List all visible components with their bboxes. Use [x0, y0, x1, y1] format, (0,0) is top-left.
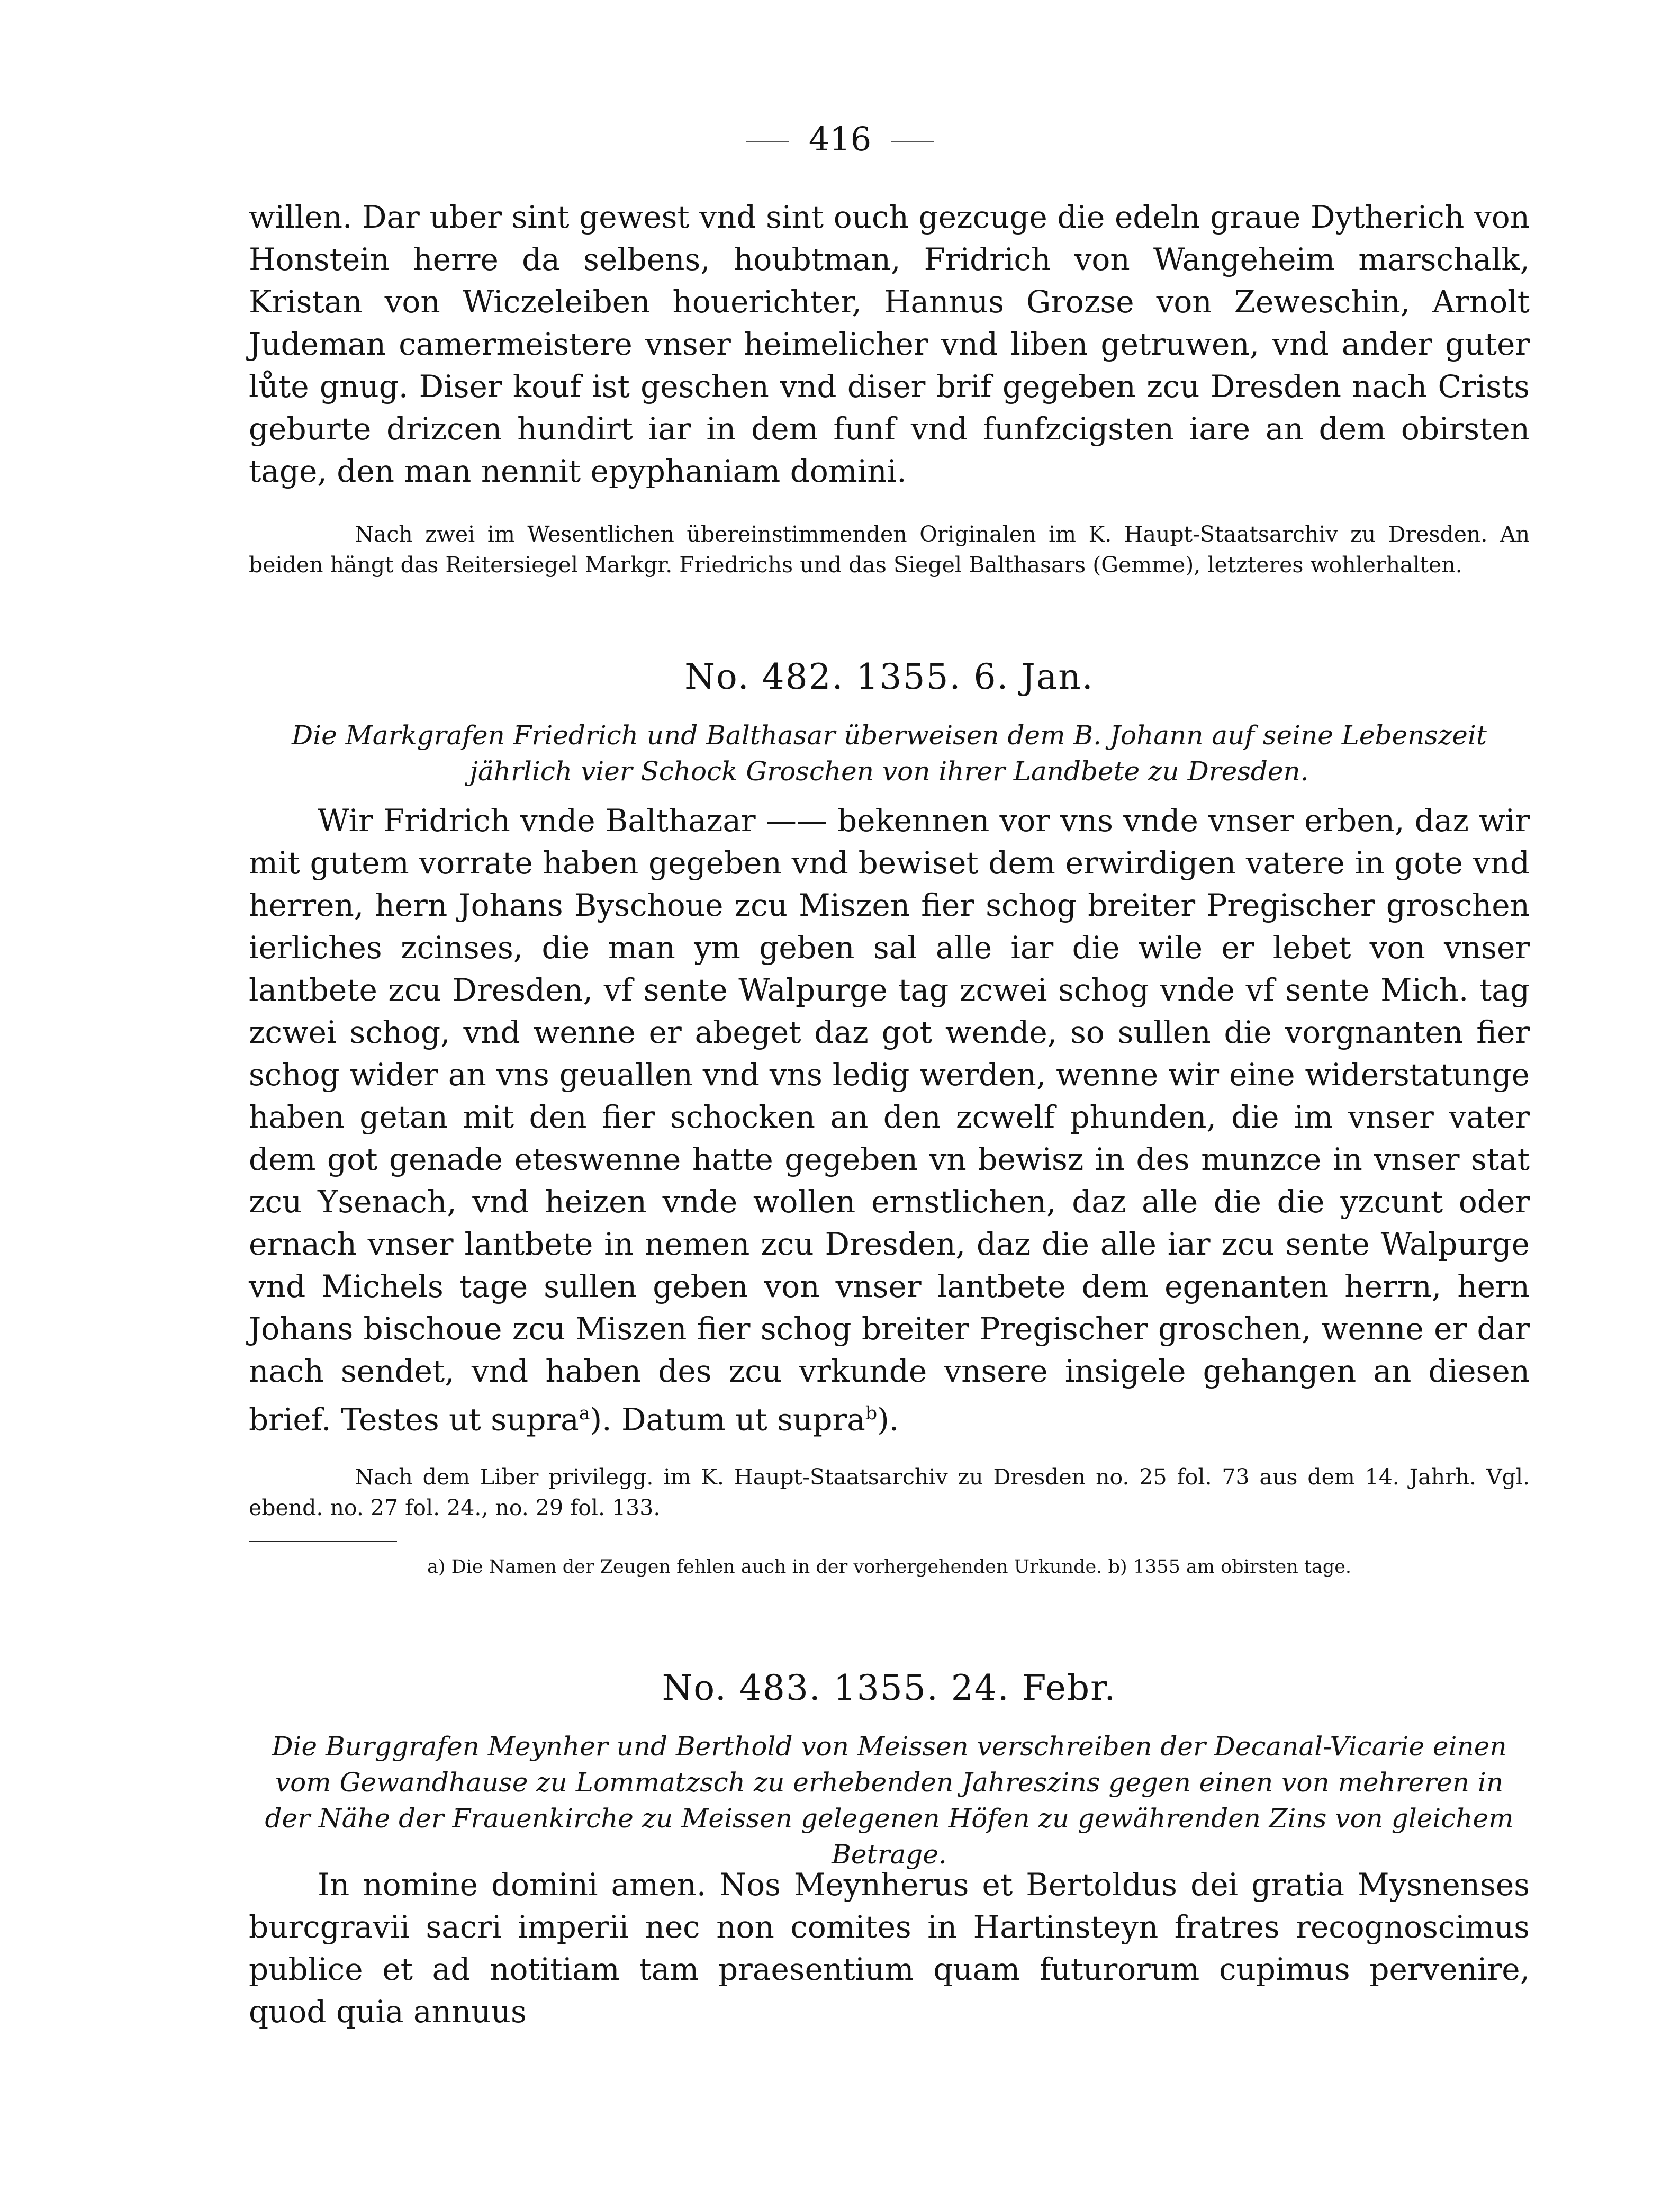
intro-text: willen. Dar uber sint gewest vnd sint ouch gezcuge die edeln graue Dytherich von Honstein herre da selbens, houbtman, Fridrich von Wangeheim marschalk, Kristan von Wiczeleiben houerichter, Hannus Grozse von Zeweschin, Arnolt Judeman camermeistere vnser heimelicher vnd liben getruwen, vnd ander guter lůte gnug. Diser kouf ist geschen vnd diser brif gegeben zcu Dresden nach Crists geburte drizcen hundirt iar in dem funf vnd funfzcigsten iare an dem obirsten tage, den man nennit epyphaniam domini.: [249, 199, 1530, 489]
doc-482-summary: Die Markgrafen Friedrich und Balthasar überweisen dem B. Johann auf seine Lebenszeit jährlich vier Schock Groschen von ihrer Landbete zu Dresden.: [292, 720, 1487, 787]
doc-483-body: In nomine domini amen. Nos Meynherus et Bertoldus dei gratia Mysnenses burcgravii sacri imperii nec non comites in Hartinsteyn fratres recognoscimus publice et ad notitiam tam praesentium quam futurorum cupimus pervenire, quod quia annuus: [249, 1867, 1530, 2030]
doc-482-body-end: ).: [877, 1401, 899, 1438]
page-number: [0, 120, 1680, 158]
doc-483-section: [249, 1863, 1530, 2033]
page-number-dash-left: [746, 141, 789, 142]
intro-section: [249, 196, 1530, 580]
doc-483-heading: No. 483. 1355. 24. Febr.: [662, 1668, 1117, 1708]
doc-482-source-note: Nach dem Liber privilegg. im K. Haupt-Staatsarchiv zu Dresden no. 25 fol. 73 aus dem 14. Jahrh. Vgl. ebend. no. 27 fol. 24., no. 29 fol. 133.: [249, 1464, 1530, 1521]
doc-483-summary: Die Burggrafen Meynher und Berthold von Meissen verschreiben der Decanal-Vicarie einen vom Gewandhause zu Lommatzsch zu erhebenden Jahreszins gegen einen von mehreren in der Nähe der Frauenkirche zu Meissen gelegenen Höfen zu gewährenden Zins von gleichem Betrage.: [265, 1731, 1514, 1870]
page-number-dash-right: [891, 141, 934, 142]
doc-482-body-main: Wir Fridrich vnde Balthazar —— bekennen vor vns vnde vnser erben, daz wir mit gutem vorrate haben gegeben vnd bewiset dem erwirdigen vatere in gote vnd herren, hern Johans Byschoue zcu Miszen fier schog breiter Pregischer groschen ierliches zcinses, die man ym geben sal alle iar die wile er lebet von vnser lantbete zcu Dresden, vf sente Walpurge tag zcwei schog vnde vf sente Mich. tag zcwei schog, vnd wenne er abeget daz got wende, so sullen die vorgnanten fier schog wider an vns geuallen vnd vns ledig werden, wenne wir eine widerstatunge haben getan mit den fier schocken an den zcwelf phunden, die im vnser vater dem got genade eteswenne hatte gegeben vn bewisz in des munzce in vnser stat zcu Ysenach, vnd heizen vnde wollen ernstlichen, daz alle die die yzcunt oder ernach vnser lantbete in nemen zcu Dresden, daz die alle iar zcu sente Walpurge vnd Michels tage sullen geben von vnser lantbete dem egenanten herrn, hern Johans bischoue zcu Miszen fier schog breiter Pregischer groschen, wenne er dar nach sendet, vnd haben des zcu vrkunde vnsere insigele gehangen an diesen brief. Testes ut supra: [249, 803, 1530, 1438]
doc-482-body-mid: ). Datum ut supra: [590, 1401, 865, 1438]
doc-482-footnotes: a) Die Namen der Zeugen fehlen auch in der vorhergehenden Urkunde. b) 1355 am obirsten tage.: [427, 1556, 1352, 1578]
footnote-rule: [249, 1541, 397, 1542]
page-number-value: 416: [808, 120, 872, 158]
doc-482-heading: No. 482. 1355. 6. Jan.: [684, 656, 1094, 697]
footnote-mark-b: b: [865, 1403, 878, 1424]
doc-482-section: [249, 799, 1530, 1523]
intro-source-note: Nach zwei im Wesentlichen übereinstimmenden Originalen im K. Haupt-Staatsarchiv zu Dresden. An beiden hängt das Reitersiegel Markgr. Friedrichs und das Siegel Balthasars (Gemme), letzteres wohlerhalten.: [249, 521, 1530, 578]
footnote-mark-a: a: [579, 1403, 590, 1424]
doc-482-body: [249, 799, 1530, 1440]
